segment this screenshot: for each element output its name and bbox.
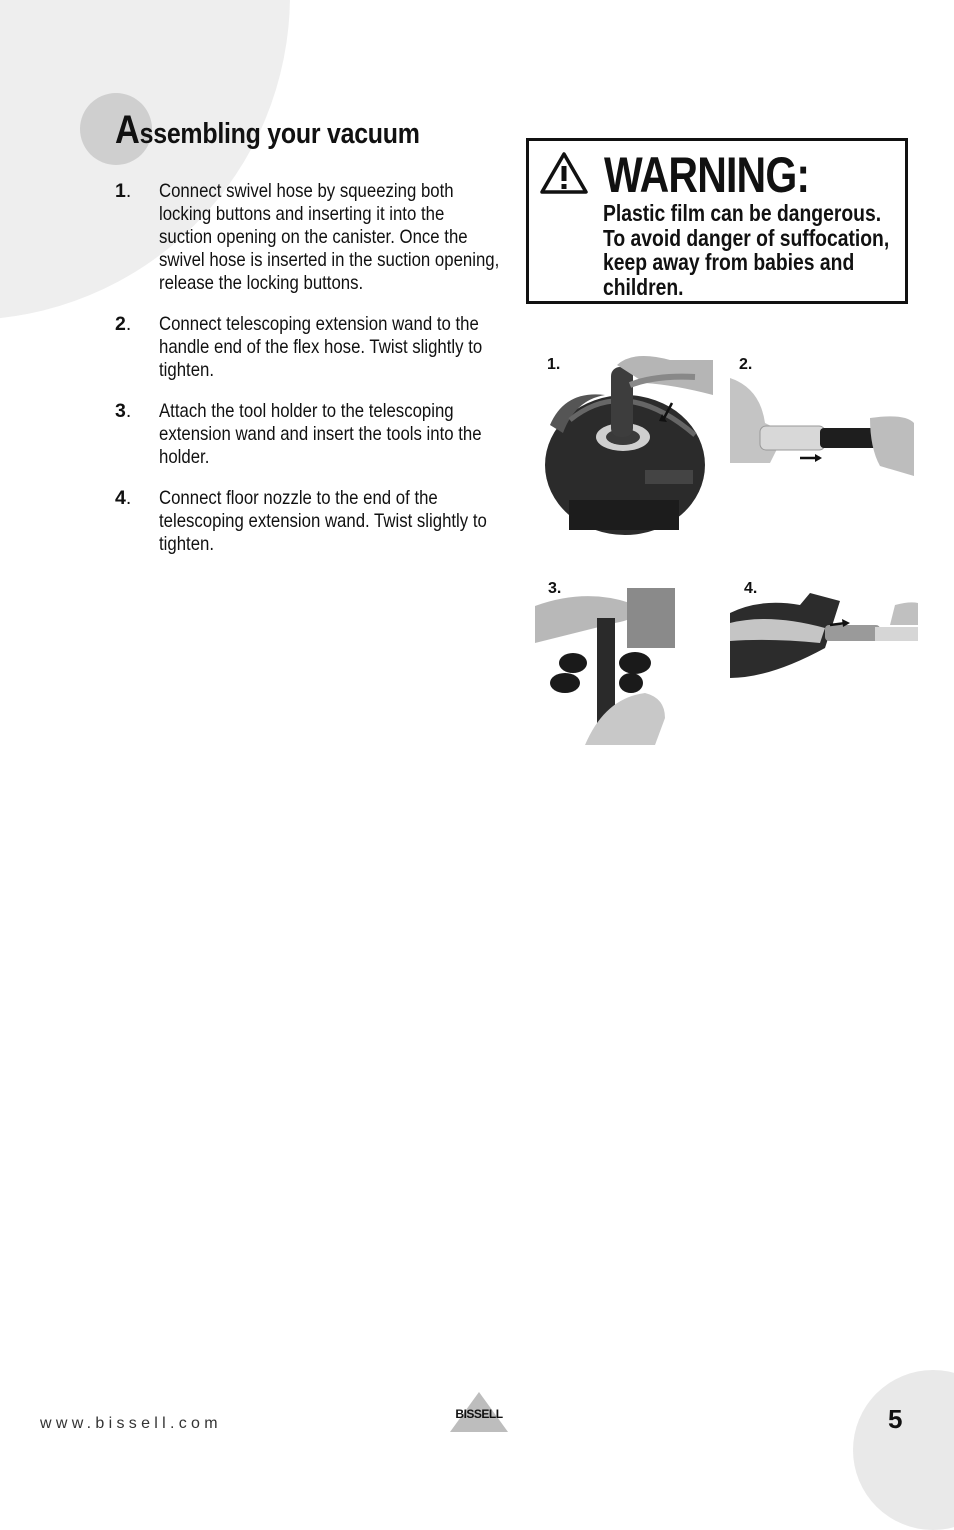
step-text: tighten. (159, 359, 215, 381)
step-text: Connect floor nozzle to the end of the (159, 487, 438, 509)
page-title: Assembling your vacuum (115, 108, 420, 152)
figure-2-photo (730, 378, 914, 476)
figure-1-label: 1. (547, 356, 561, 373)
figure-4-photo (730, 593, 918, 680)
figure-4-label: 4. (744, 580, 758, 597)
figure-2-label: 2. (739, 356, 753, 373)
step-1: 1. Connect swivel hose by squeezing both locking buttons and inserting it into the suction opening on the canister. Once the swivel hose is inserted in the suction opening, release the locking buttons. (115, 180, 575, 295)
step-text: extension wand and insert the tools into the (159, 423, 482, 445)
step-text: release the locking buttons. (159, 272, 364, 294)
assembly-steps (115, 180, 575, 574)
step-3: 3. Attach the tool holder to the telescoping extension wand and insert the tools into the holder. (115, 400, 575, 469)
step-text: locking buttons and inserting it into the (159, 203, 445, 225)
warning-line: children. (603, 273, 684, 300)
step-number: 2 (115, 313, 126, 335)
step-text: swivel hose is inserted in the suction opening, (159, 249, 500, 271)
step-text: tighten. (159, 533, 215, 555)
step-text: Connect swivel hose by squeezing both (159, 180, 454, 202)
step-2: 2. Connect telescoping extension wand to the handle end of the flex hose. Twist slightly to tighten. (115, 313, 575, 382)
warning-box (526, 138, 908, 304)
page-number: 5 (888, 1404, 903, 1434)
step-4: 4. Connect floor nozzle to the end of the telescoping extension wand. Twist slightly to tighten. (115, 487, 575, 556)
page-number-circle (853, 1370, 954, 1530)
step-number: 1 (115, 180, 126, 202)
step-text: Connect telescoping extension wand to the (159, 313, 479, 335)
warning-line: To avoid danger of suffocation, (603, 224, 890, 251)
step-number: 4 (115, 487, 126, 509)
warning-text (603, 201, 889, 299)
step-text: holder. (159, 446, 210, 468)
step-text: Attach the tool holder to the telescoping (159, 400, 454, 422)
warning-triangle-icon (539, 151, 589, 195)
warning-line: Plastic film can be dangerous. (603, 200, 882, 226)
bissell-logo-text: BISSELL (455, 1407, 503, 1421)
step-text: suction opening on the canister. Once the (159, 226, 468, 248)
step-text: handle end of the flex hose. Twist slightly to (159, 336, 483, 358)
step-number: 3 (115, 400, 126, 422)
warning-line: keep away from babies and (603, 249, 855, 275)
website-url: www.bissell.com (40, 1415, 222, 1432)
figure-3-label: 3. (548, 580, 562, 597)
warning-title: WARNING: (604, 147, 810, 203)
step-text: telescoping extension wand. Twist slightly to (159, 510, 487, 532)
figure-1-photo (545, 355, 713, 538)
figure-3-photo (535, 588, 675, 745)
